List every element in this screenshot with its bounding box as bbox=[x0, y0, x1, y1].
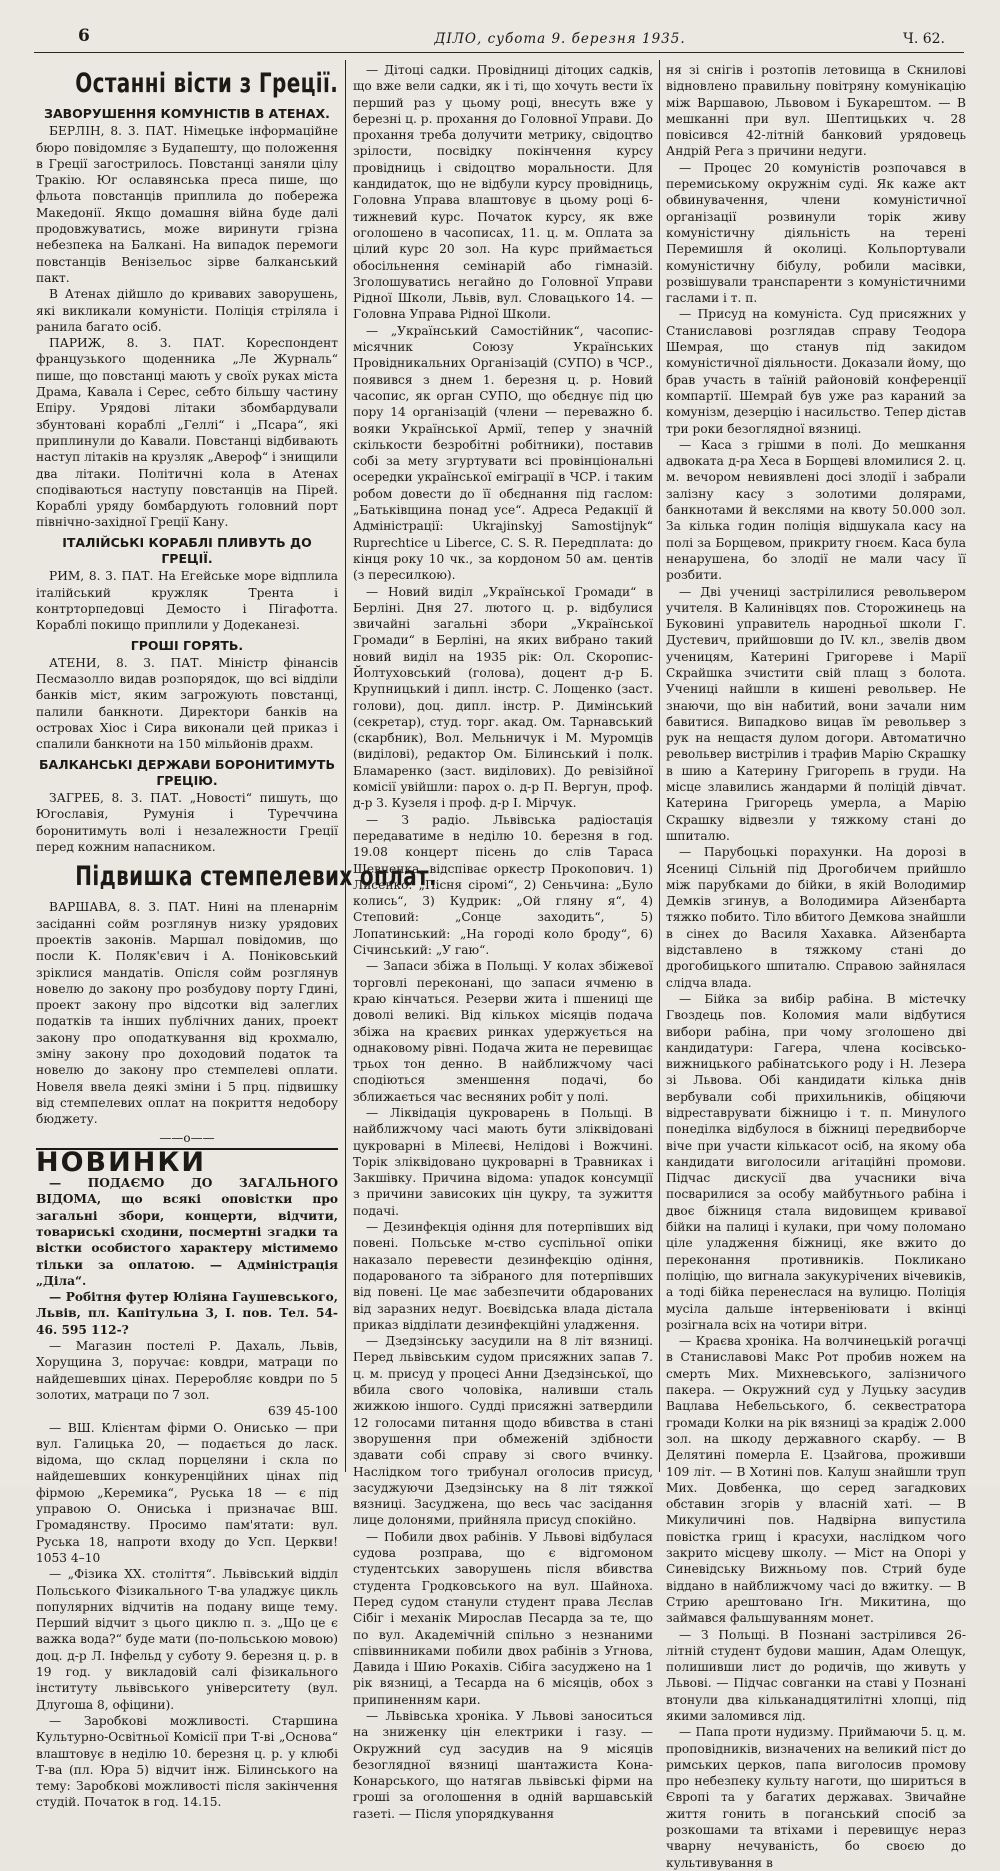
news-item: — Новий виділ „Української Громади“ в Берліні. Дня 27. лютого ц. р. відбулися звичайні загальні збори „Української Громади“ в Берліні, на яких вибрано такий новий виділ на 1935 рік: Ол. Скоропис-Йолтуховський (голова), доцент д-р Б. Крупницький і дипл. інстр. С. Лощенко (заст. голови), доц. дипл. інстр. Р. Димінський (секретар), студ. торг. акад. Ом. Тарнавський (скарбник), Вол. Мельничук і М. Муромців (виділові), редактор Ом. Білинський і полк. Бламаренко (заст. виділових). До ревізійної комісії увійшли: парох о. д-р П. Вергун, проф. д-р З. Кузеля і проф. д-р І. Мірчук. bbox=[353, 584, 653, 811]
page-number: 6 bbox=[78, 26, 90, 46]
news-item: — Дзедзінську засудили на 8 літ вязниці. Перед львівським судом присяжних запав 7. ц. м. присуд у процесі Анни Дзедзінської, що вбила свого чоловіка, наливши сталь жижкою іншого. Судді присяжні затвердили 12 голосами питання щодо вбивства в стані зворушення при обмеженій здібности здавати собі справу зі свого вчинку. Наслідком того трибунал оголосив присуд, засуджуючи Дзедзінську на 8 літ тяжкої вязниці. Засуджена, що весь час засідання лице долонями, прийняла присуд спокійно. bbox=[353, 1334, 653, 1528]
column-rule-1 bbox=[345, 60, 346, 1472]
column-1 bbox=[36, 62, 437, 1810]
news-item-continued: ня зі снігів і розтопів летовища в Скнилові відновлено правильну повітряну комунікацію між Варшавою, Львовом і Букарештом. — В мешканні при вул. Шептицьких ч. 28 повісився 42-літній банковий урядовець Андрій Рега з причини недуги. bbox=[666, 63, 966, 159]
classified-ad: — Заробкові можливості. Старшина Культурно-Освітньої Комісії при Т-ві „Основа“ влаштовує в неділю 10. березня ц. р. у клюбі Т-ва (пл. Юра 5) відчит інж. Білинського на тему: Заробкові можливості після закінчення студій. Початок в год. 14.15. bbox=[36, 1713, 338, 1810]
masthead: ДІЛО, субота 9. березня 1935. bbox=[434, 31, 686, 47]
news-item: — Процес 20 комуністів розпочався в перемиському окружнім суді. Як каже акт обвинувачення, члени комуністичної організації розвинули торік живу комуністичну діяльність на терені Перемишля й околиці. Кольпортували комуністичну бібулу, робили масівки, розвішували транспаренти з комуністичними гаслами і т. п. bbox=[666, 160, 966, 306]
header-rule bbox=[34, 52, 964, 53]
administration-notice: — ПОДАЄМО ДО ЗАГАЛЬНОГО ВІДОМА, що всякі оповістки про загальні збори, концерти, відчити, товариські сходини, посмертні згадки та вістки особистого характеру містимемо тільки за оплатою. — Адміністрація „Діла“. bbox=[36, 1176, 338, 1288]
column-2 bbox=[353, 62, 653, 1821]
news-item: — Краєва хроніка. На волчинецькій рогачці в Станиславові Макс Рот пробив ножем на смерть Мих. Михневського, залізничого пакера. — Окружний суд у Луцьку засудив Вацлава Небельського, б. секвестратора громади Колки на рік вязниці за крадіж 2.000 зол. на шкоду державного скарбу. — В Делятині померла Е. Цзайгова, проживши 109 літ. — В Хотині пов. Калуш знайшли труп Мих. Довбенка, що серед загадкових обставин згорів у власній хаті. — В Микуличині пов. Надвірна випустила повістка грищ і красухи, наслідком чого закрито місцеву школу. — Міст на Опорі у Синевідську Вижньому пов. Стрий буде віддано в найближчому часі до вжитку. — В Стрию арештовано Іґн. Микитина, що займався фальшуванням монет. bbox=[666, 1334, 966, 1626]
headline-greece: Останні вісти з Греції. bbox=[75, 68, 339, 99]
classified-ad: — Робітня футер Юліяна Гаушевського, Львів, пл. Капітульна 3, І. пов. Тел. 54-46. 595 112-? bbox=[36, 1290, 338, 1337]
article-paragraph: ПАРИЖ, 8. 3. ПАТ. Кореспондент французького щоденника „Ле Журналь“ пише, що повстанці мають у своїх руках міста Драма, Кавала і Серес, себто більшу частину Епіру. Урядові літаки збомбардували збунтовані кораблі „Геллі“ і „Псара“, які приплинули до Кавали. Повстанці відбивають наступ літаків на крузляк „Авероф“ і знищили два літаки. Політичні кола в Атенах сподіваються наступу повстанців на Пірей. Кораблі уряду бомбардують головний порт північно-західної Греції Кану. bbox=[36, 336, 338, 530]
article-paragraph: БЕРЛІН, 8. 3. ПАТ. Німецьке інформаційне бюро повідомляє з Будапешту, що положення в Греції загострилось. Повстанці заняли цілу Тракію. Юг ославянська преса пише, що фльота повстанців приплила до побережа Македонії. Якщо домашня війна буде далі продовжуватись, може виринути грізна небезпека на Балкані. На випадок перемоги повстанців Венізельос зірве балканський пакт. bbox=[36, 124, 338, 285]
issue-number: Ч. 62. bbox=[903, 31, 945, 47]
news-item: — Дезинфекція одіння для потерпівших від повені. Польське м-ство суспільної опіки наказало перевести дезинфекцію одіння, подарованого та зібраного для потерпівших від повені. Це має забезпечити обдарованих від заразних недуг. Воєвідська влада дістала приказ відділати дезинфекційні уладження. bbox=[353, 1220, 653, 1332]
classified-ad: — Магазин постелі Р. Дахаль, Львів, Хорущина 3, поручає: ковдри, матраци по найдешевших цінах. Переробляє ковдри по 5 золотих, матраци по 7 зол. bbox=[36, 1339, 338, 1402]
subhead-balkan-states: БАЛКАНСЬКІ ДЕРЖАВИ БОРОНИТИМУТЬ ГРЕЦІЮ. bbox=[39, 756, 335, 788]
article-paragraph: В Атенах дійшло до кривавих заворушень, які викликали комуністи. Поліція стріляла і ранила багато осіб. bbox=[36, 287, 338, 334]
section-title-news: НОВИНКИ bbox=[36, 1148, 338, 1171]
news-item: — Парубоцькі порахунки. На дорозі в Ясениці Сільній під Дрогобичем прийшло між парубками до бійки, в якій Володимир Демків згинув, а Володимира Айзенбарта тяжко побито. Тіло вбитого Демкова знайшли в сінех до Василя Хахавка. Айзенбарта відставлено в тяжкому стані до дрогобицького шпиталю. Справою зайнялася слідча влада. bbox=[666, 845, 966, 990]
news-item: — Львівська хроніка. У Львові заноситься на зниженку цін електрики і газу. — Окружний суд засудив на 9 місяців безоглядної вязниці шантажиста Кона-Конарського, що натягав львівські фірми на гроші за оголошення в одній варшавській газеті. — Після упорядкування bbox=[353, 1708, 653, 1821]
section-separator: ——о—— bbox=[159, 1130, 215, 1145]
classified-ad: — „Фізика XX. століття“. Львівський відділ Польського Фізикального Т-ва уладжує цикль популярних відчитів на подану вище тему. Перший відчит з цього циклю п. з. „Що це є важка вода?“ буде мати (по-польською мовою) доц. д-р Л. Інфельд у суботу 9. березня ц. р. в 19 год. у викладовій салі фізикального інституту львівського університету (вул. Длугоша 8, офіцини). bbox=[36, 1567, 338, 1712]
article-paragraph: ЗАГРЕБ, 8. 3. ПАТ. „Новості“ пишуть, що Югославія, Румунія і Туреччина боронитимуть волі і незалежности Греції перед кожним напасником. bbox=[36, 791, 338, 855]
column-3 bbox=[666, 62, 966, 1870]
news-item: — Запаси збіжа в Польщі. У колах збіжевої торговлі переконані, що запаси ячменю в краю кінчаться. Резерви жита і пшениці ще доволі великі. Від кількох місяців подача збіжа на краєвих ринках удержується на однаковому рівні. Подача жита не перевищає трьох тон денно. В найближчому часі сподіються зменшення подачі, бо зближається час весняних робіт у полі. bbox=[353, 959, 653, 1104]
news-item: — Дві учениці застрілилися револьвером учителя. В Калинівцях пов. Сторожинець на Буковині управитель народньої школи Г. Дустевич, прийшовши до IV. кл., звелів двом ученицям, Катерині Григореве і Марії Скрайшка зчистити свій плащ з болота. Учениці найшли в кишені револьвер. Не знаючи, що він набитий, вони зачали ним бавитися. Випадково вицав їм револьвер з рук на нещастя дулом догори. Автоматично револьвер вистрілив і трафив Марію Скрашку в шию а Катерину Григорепь в груди. На місце злавились жандарми й поліцій дівчат. Катерина Григорець умерла, а Марію Скрашку відвезли у тяжкому стані до шпиталю. bbox=[666, 584, 966, 843]
news-item: — Каса з грішми в полі. До мешкання адвоката д-ра Хеса в Борщеві вломилися 2. ц. м. вечором невиявлені досі злодії і забрали залізну касу з золотими долярами, банкнотами й векслями на квоту 50.000 зол. За кілька годин поліція відшукала касу на полі за Борщевом, прикриту гноєм. Каса була ненарушена, бо злодії не мали часу її розбити. bbox=[666, 437, 966, 583]
ad-code: 639 45-100 bbox=[267, 1404, 338, 1419]
news-item: — Дітоці садки. Провідниці дітоцих садків, що вже вели садки, як і ті, що хочуть вести їх перший раз у цьому році, внесуть вже у березні ц. р. прохання до Головної Управи. До прохання треба долучити метрику, свідоцтво зрілости, посвідку покінчення курсу провідниць і свідоцтво моральности. Для кандидаток, що не відбули курсу провідниць, Головна Управа влаштовує в цьому році 6-тижневий курс. Початок курсу, як вже оголошено в часописах, 11. ц. м. Оплата за цілий курс 20 зол. На курс приймається обосільнення семінарій або гімназій. Зголошуватись негайно до Головної Управи Рідної Школи, Львів, вул. Словацького 14. — Головна Управа Рідної Школи. bbox=[353, 63, 653, 322]
news-item: — Побили двох рабінів. У Львові відбулася судова розправа, що є відгомоном студентських заворушень після вбивства студента Гродковського на вул. Шайноха. Перед судом станули студент права Лєслав Сібіг і механік Мирослав Песарда за те, що по вул. Академічній спільно з незнаними співвинниками побили двох рабінів з Угнова, Давида і Шию Рокахів. Сібіга засуджено на 1 рік вязниці, а Тесарда на 6 місяців, обох з припиненням кари. bbox=[353, 1529, 653, 1707]
article-paragraph: ВАРШАВА, 8. 3. ПАТ. Нині на пленарнім засіданні сойм розглянув низку урядових проектів законів. Маршал повідомив, що посли К. Поляк'євич і А. Поніковський зріклися мандатів. Опісля сойм розглянув новелю до закону про розбудову порту Гдині, проект закону про відсотки від залеглих податків та інших публічних даних, проект закону про оподаткування від крохмалю, зміну закону про доходовий податок та новелю до закону про стемпелеві оплати. Новеля ввела деякі зміни і 5 прц. підвишку від стемпелевих оплат на покриття недобору бюджету. bbox=[36, 900, 338, 1127]
article-paragraph: РИМ, 8. 3. ПАТ. На Егейське море відплила італійський кружляк Трента і контрторпедовці Демосто і Пігафотта. Кораблі покищо приплили у Додеканезі. bbox=[36, 569, 338, 633]
news-item: — Ліквідація цукроварень в Польщі. В найближчому часі мають бути зліквідовані цукроварні в Мілеєві, Нелідові і Вожчині. Торік зліквідовано цукроварні в Травниках і Закшівку. Причина відома: упадок консумції з причини зависоких цін цукру, та зужиття подачі. bbox=[353, 1106, 653, 1218]
news-item: — Бійка за вибір рабіна. В містечку Гвоздець пов. Коломия мали відбутися вибори рабіна, при чому зголошено дві кандидатури: Гагера, члена косівсько-вижницького рабінатського роду і Н. Лезера зі Львова. Обі кандидати кілька днів вербували собі прихильників, обіцяючи відреставрувати біжницю і т. п. Минулого понеділка відбулося в біжниці передвиборче віче при участи кількасот осіб, на якому оба кандидати виголосили агітаційні промови. Підчас дискусії два учасники віча посварилися за особу майбутнього рабіна і двоє біжниця стала видовищем кривавої бійки на палиці і кулаки, при чому поломано ціле уладження біжниці, яке вжито до переконання противників. Покликано поліцію, що вигнала закукурічених вічевиків, а тоді бійка перенеслася на вулицю. Поліція мусіла дальше інтервеніювати і вкінці розігнала всіх на чотири вітри. bbox=[666, 991, 966, 1332]
news-item: — „Український Самостійник“, часопис-місячник Союзу Українських Провідникальних Організацій (СУПО) в ЧСР., появився з днем 1. березня ц. р. Новий часопис, як орган СУПО, що обєднує під цю пору 14 організацій (члени — переважно б. вояки Української Армії, тепер у значній скількости безробітні робітники), поставив собі за мету згуртувати всі провінціональні осередки української еміграції в ЧСР. і таким робом довести до її обєднання під гаслом: „Батьківщина понад усе“. Адреса Редакції й Адміністрації: Ukrajinskyj Samostijnyk“ Ruprechtice u Liberce, C. S. R. Передплата: до кінця року 10 чк., за кордоном 50 ам. центів (з пересилкою). bbox=[353, 323, 653, 583]
classified-ad: — ВШ. Клієнтам фірми О. Онисько — при вул. Галицька 20, — подається до ласк. відома, що склад порцеляни і скла по найдешевших конкуренційних цінах під фірмою „Керемика“, Руська 18 — є під управою О. Ониська і призначає ВШ. Громадянству. Просимо пам'ятати: вул. Руська 18, напроти входу до Усп. Церкви! 1053 4–10 bbox=[36, 1420, 338, 1565]
column-rule-2 bbox=[659, 60, 660, 1472]
subhead-unrest: ЗАВОРУШЕННЯ КОМУНІСТІВ В АТЕНАХ. bbox=[44, 106, 330, 121]
news-item: — Папа проти нудизму. Приймаючи 5. ц. м. проповідників, визначених на великий піст до римських церков, папа виголосив промову про небезпеку культу наготи, що шириться в Європі та у багатих державах. Звичайне життя гонить в поганський спосіб за розкошами та втіхами і перевищує нераз чварну нечуваність, бо своєю до культивування в bbox=[666, 1725, 966, 1870]
article-paragraph: АТЕНИ, 8. 3. ПАТ. Міністр фінансів Песмазолло видав розпорядок, що всі відділи банків міст, яким загрожують повстанці, палили банкноти. Директори банків на островах Хіос і Сира виконали цей приказ і спалили банкноти на 150 мільйонів драхм. bbox=[36, 655, 338, 752]
headline-stamp-fees: Підвишка стемпелевих оплат. bbox=[75, 861, 437, 893]
news-item: — З радіо. Львівська радіостація передаватиме в неділю 10. березня в год. 19.08 концерт пісень до слів Тараса Шевченка, відспіває оркестр Прокопович. 1) Лисенко: „Пісня сіромі“, 2) Сеньчина: „Було колись“, 3) Кудрик: „Ой гляну я“, 4) Степовий: „Сонце заходить“, 5) Лопатинський: „На городі коло броду“, 6) Січинський: „У гаю“. bbox=[353, 812, 653, 958]
subhead-money-burning: ГРОШІ ГОРЯТЬ. bbox=[130, 637, 244, 653]
subhead-italian-ships: ІТАЛІЙСЬКІ КОРАБЛІ ПЛИВУТЬ ДО ГРЕЦІЇ. bbox=[62, 534, 312, 567]
news-item: — Присуд на комуніста. Суд присяжних у Станиславові розглядав справу Теодора Шемрая, що станув під закидом комуністичної діяльности. Доказали йому, що брав участь в таїній районовій конференції компартії. Шемрай був уже раз караний за комунізм, дезерцію і насильство. Тепер дістав три роки безоглядної вязниці. bbox=[666, 307, 966, 436]
news-item: — З Польщі. В Познані застрілився 26-літній студент будови машин, Адам Олещук, полишивши лист до родичів, що живуть у Львові. — Підчас совганки на ставі у Познані втонули два кільканадцятилітні хлопці, під якими заломився лід. bbox=[666, 1627, 966, 1723]
